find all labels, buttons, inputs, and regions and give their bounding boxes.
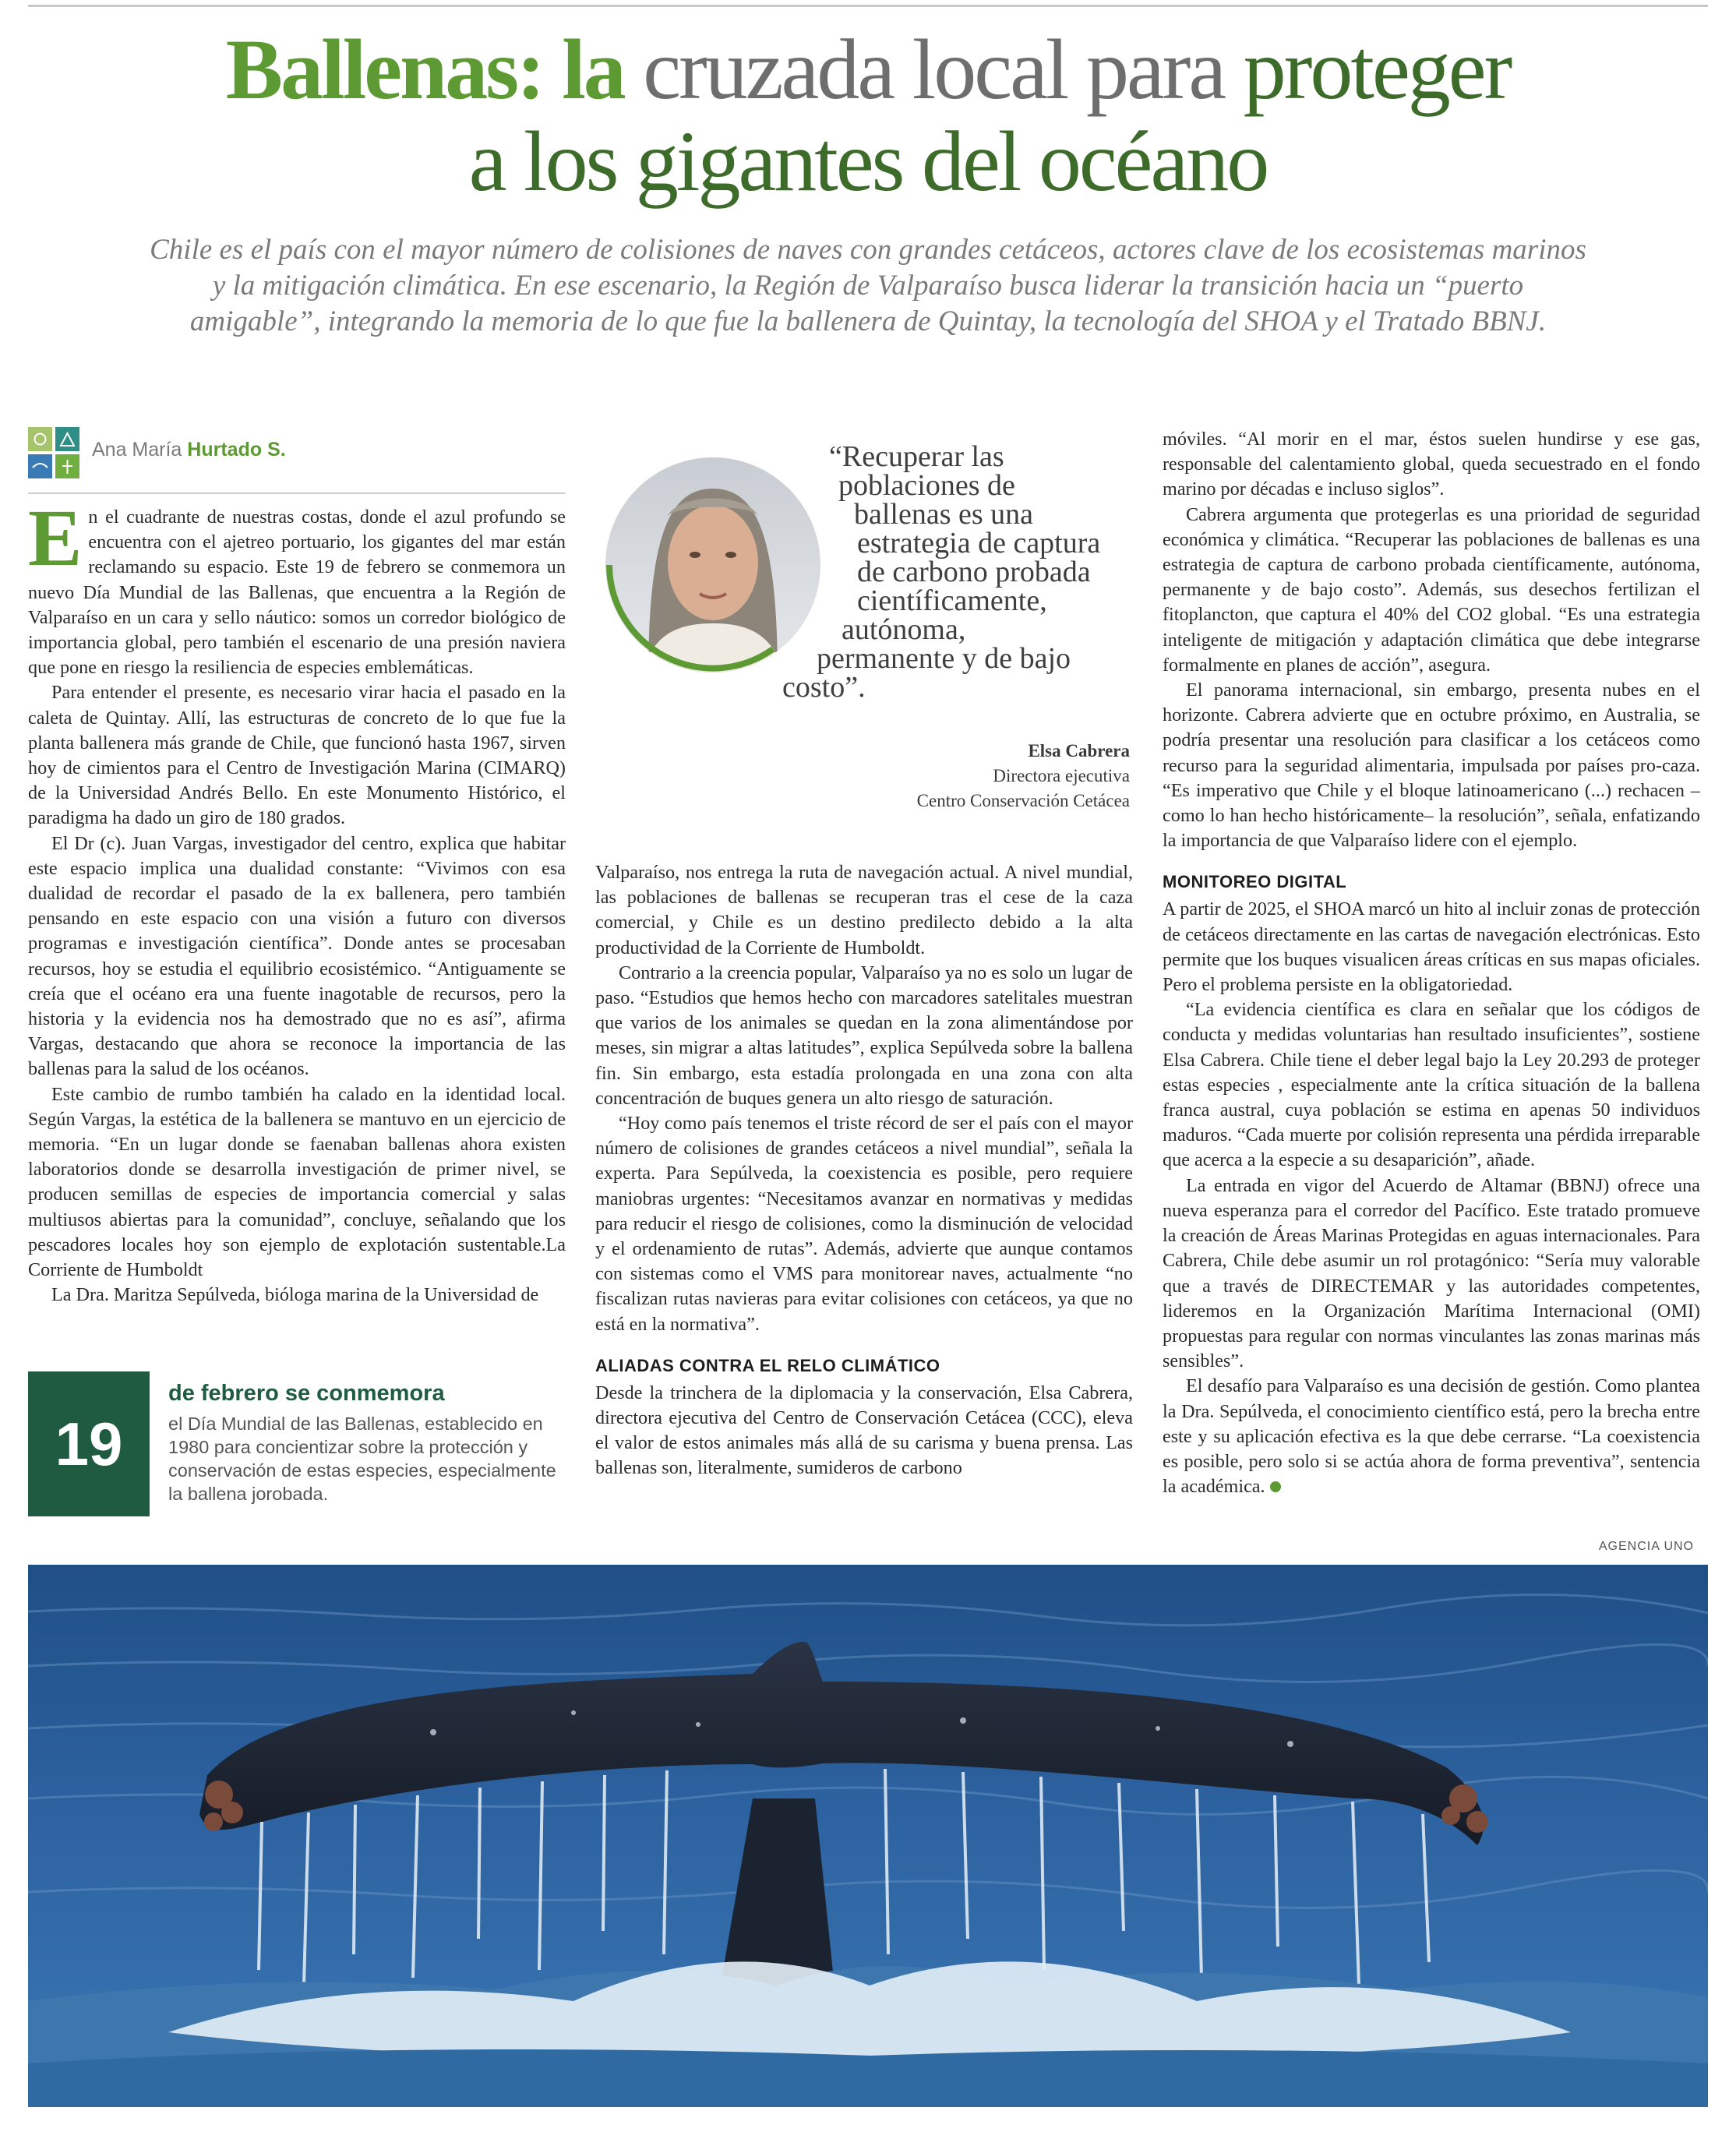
fact-box — [28, 1371, 566, 1516]
paragraph: Cabrera argumenta que protegerlas es una prioridad de seguridad económica y climática. “Recuperar las poblaciones de ballenas es una estrategia de captura de carbono probada científicamente, autónoma, permanente y de bajo costo”. Además, sus desechos fertilizan el fitoplancton, que captura el 40% del CO2 global. “Es una estrategia inteligente de mitigación y adaptación climática que debe integrarse formalmente en planes de acción”, asegura. — [1163, 503, 1700, 676]
pull-quote-line: ballenas es una — [854, 498, 1034, 531]
paragraph: El panorama internacional, sin embargo, presenta nubes en el horizonte. Cabrera advierte que en octubre próximo, en Australia, se podría presentar una resolución para clasificar a los cetáceos como recurso para la seguridad alimentaria, impulsada por países pro-caza. “Es imperativo que Chile y el bloque latinoamericano (...) rechacen –como lo han hecho históricamente– la resolución”, señala, enfatizando la importancia de que Valparaíso lidere con el ejemplo. — [1163, 679, 1700, 852]
lead-text: n el cuadrante de nuestras costas, donde el azul profundo se encuentra con el ajetreo portuario, los gigantes del mar están reclamando su espacio. Este 19 de febrero se conmemora un nuevo Día Mundial de las Ballenas, que encuentra a la Región de Valparaíso en un cara y sello náutico: somos un corredor biológico de importancia global, pero también el escenario de una presión naviera que pone en riesgo la resiliencia de especies emblemáticas. — [28, 507, 566, 679]
pull-quote-line: poblaciones de — [838, 469, 1015, 502]
subhead: Chile es el país con el mayor número de colisiones de naves con grandes cetáceos, actores clave de los ecosistemas marinos y la mitigación climática. En ese escenario, la Región de Valparaíso busca liderar la transición hacia un “puerto amigable”, integrando la memoria de lo que fue la ballenera de Quintay, la tecnología del SHOA y el Tratado BBNJ. — [150, 234, 1586, 337]
pull-quote-line: científicamente, — [857, 584, 1047, 617]
lead-paragraph — [28, 505, 566, 680]
photo-credit: AGENCIA UNO — [1598, 1540, 1694, 1553]
headline — [28, 23, 1708, 207]
quote-attribution — [917, 739, 1130, 814]
quote-author-org: Centro Conservación Cetácea — [916, 791, 1130, 810]
byline-rule — [28, 492, 566, 494]
paragraph: Valparaíso, nos entrega la ruta de navegación actual. A nivel mundial, las poblaciones de ballenas se recuperan tras el cese de la caza comercial, y Chile es un destino predilecto debido a la alta productividad de la Corriente de Humboldt. — [595, 862, 1133, 958]
author-first-name: Ana María — [92, 439, 182, 461]
paragraph: La Dra. Maritza Sepúlveda, bióloga marina de la Universidad de — [51, 1284, 539, 1306]
closing-text: El desafío para Valparaíso es una decisión de gestión. Como plantea la Dra. Sepúlveda, el conocimiento científico está, pero la brecha entre este y su aplicación efectiva es la que debe cerrarse. “La coexistencia es posible, pero solo si se actúa ahora de forma preventiva”, sentencia la académica. — [1163, 1375, 1700, 1498]
pull-quote-line: costo”. — [782, 671, 866, 704]
section-heading: MONITOREO DIGITAL — [1163, 872, 1347, 892]
quote-author-role: Directora ejecutiva — [993, 766, 1130, 785]
fact-number: 19 — [28, 1371, 150, 1516]
paragraph: “Hoy como país tenemos el triste récord de ser el país con el mayor número de colisiones de grandes cetáceos a nivel mundial”, señala la experta. Para Sepúlveda, la coexistencia es posible, pero requiere maniobras urgentes: “Necesitamos avanzar en normativas y medidas para reducir el riesgo de colisiones, como la disminución de velocidad y el ordenamiento de rutas”. Además, advierte que aunque contamos con sistemas como el VMS para monitorear naves, actualmente “no fiscalizan rutas navieras para evitar colisiones con cetáceos, ya que no está en la normativa”. — [595, 1113, 1133, 1335]
pull-quote-line: autónoma, — [842, 613, 966, 646]
drop-cap: E — [28, 505, 83, 583]
article-column-1 — [28, 505, 566, 1347]
top-rule — [28, 5, 1708, 7]
paragraph: móviles. “Al morir en el mar, éstos suelen hundirse y ese gas, responsable del calentamiento global, queda secuestrado en el fondo marino por décadas e incluso siglos”. — [1163, 429, 1700, 500]
byline — [92, 439, 286, 461]
paragraph: Para entender el presente, es necesario virar hacia el pasado en la caleta de Quintay. Allí, las estructuras de concreto de lo que fue la planta ballenera más grande de Chile, que funcionó hasta 1967, sirven hoy de cimientos para el Centro de Investigación Marina (CIMARQ) de la Universidad Andrés Bello. En este Monumento Histórico, el paradigma ha dado un giro de 180 grados. — [28, 682, 566, 829]
pull-quote — [782, 440, 1149, 704]
whale-tail-photo — [28, 1565, 1708, 2107]
author-last-name: Hurtado S. — [187, 439, 286, 461]
closing-paragraph — [1163, 1374, 1700, 1499]
fact-body: el Día Mundial de las Ballenas, establecido en 1980 para concientizar sobre la protección y conservación de estas especies, especialmente la ballena jorobada. — [168, 1414, 556, 1504]
paragraph: “La evidencia científica es clara en señalar que los códigos de conducta y medidas voluntarias han resultado insuficientes”, sostiene Elsa Cabrera. Chile tiene el deber legal bajo la Ley 20.293 de proteger estas especies , especialmente ante la crítica situación de la ballena franca austral, cuya población se estima en apenas 50 individuos maduros. “Cada muerte por colisión representa una pérdida irreparable que acerca a la especie a su desaparición”, añade. — [1163, 999, 1700, 1171]
end-mark-icon — [1270, 1481, 1281, 1492]
headline-part-1: Ballenas: la — [225, 22, 624, 117]
pull-quote-line: de carbono probada — [857, 556, 1091, 588]
paragraph: A partir de 2025, el SHOA marcó un hito al incluir zonas de protección de cetáceos directamente en las cartas de navegación electrónicas. Esto permite que los buques visualicen áreas críticas en sus mapas oficiales. Pero el problema persiste en la obligatoriedad. — [1163, 898, 1700, 996]
paragraph: El Dr (c). Juan Vargas, investigador del centro, explica que habitar este espacio implica una dualidad constante: “Vivimos con esa dualidad de recordar el pasado de la ex ballenera, pero también pensando en este espacio con una visión a futuro con diversos programas e investigación científica”. Donde antes se procesaban recursos, hoy se estudia el equilibrio ecosistémico. “Antiguamente se creía que el océano era una fuente inagotable de recursos, pero la historia y la evidencia nos ha demostrado que no es así”, afirma Vargas, destacando que ahora se reconoce la importancia de las ballenas para la salud de los océanos. — [28, 832, 566, 1080]
paragraph: La entrada en vigor del Acuerdo de Altamar (BBNJ) ofrece una nueva esperanza para el corredor del Pacífico. Este tratado promueve la creación de Áreas Marinas Protegidas en aguas internacionales. Para Cabrera, Chile debe asumir un rol protagónico: “Sería muy valorable que a través de DIRECTEMAR y las autoridades competentes, lideremos en la Organización Marítima Internacional (OMI) propuestas para regular con normas vinculantes las zonas marinas más sensibles”. — [1163, 1174, 1700, 1372]
pull-quote-line: estrategia de captura — [857, 527, 1101, 559]
pull-quote-line: permanente y de bajo — [817, 642, 1071, 675]
quote-author: Elsa Cabrera — [1028, 741, 1130, 761]
headline-part-2: cruzada local para — [623, 22, 1244, 117]
headline-part-4: a los gigantes del océano — [468, 114, 1268, 209]
section-logo-icon — [28, 427, 79, 478]
article-column-2 — [595, 860, 1133, 1523]
pull-quote-line: “Recuperar las — [829, 440, 1004, 473]
fact-heading: de febrero se conmemora — [168, 1381, 445, 1406]
paragraph: Desde la trinchera de la diplomacia y la conservación, Elsa Cabrera, directora ejecutiva del Centro de Conservación Cetácea (CCC), eleva el valor de estos animales más allá de su carisma y buena prensa. Las ballenas son, literalmente, sumideros de carbono — [595, 1382, 1133, 1479]
paragraph: Este cambio de rumbo también ha calado en la identidad local. Según Vargas, la estética de la ballenera se mantuvo en un ejercicio de memoria. “En un lugar donde se faenaban ballenas ahora existen laboratorios donde se desarrolla investigación de primer nivel, se producen semillas de especies de importancia comercial y salas multiusos abiertas para la comunidad”, concluye, señalando que los pescadores locales hoy son ejemplo de explotación sustentable.La Corriente de Humboldt — [28, 1083, 566, 1281]
section-heading: ALIADAS CONTRA EL RELO CLIMÁTICO — [595, 1355, 940, 1375]
paragraph: Contrario a la creencia popular, Valparaíso ya no es solo un lugar de paso. “Estudios que hemos hecho con marcadores satelitales muestran que varios de los animales se quedan en la zona alimentándose por meses, sin migrar a altas latitudes”, explica Sepúlveda sobre la ballena fin. Sin embargo, esta estadía prolongada en una zona con alta concentración de buques genera un alto riesgo de saturación. — [595, 962, 1133, 1109]
headline-part-3: proteger — [1243, 22, 1511, 117]
article-column-3 — [1163, 427, 1700, 1534]
